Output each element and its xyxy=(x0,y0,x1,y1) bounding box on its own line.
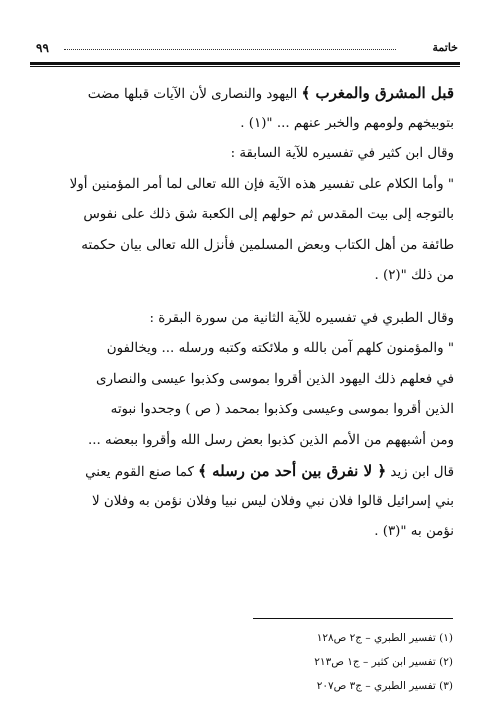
section-title: خاتمة xyxy=(432,41,458,54)
text-line: بالتوجه إلى بيت المقدس ثم حولهم إلى الكعبة شق ذلك على نفوس xyxy=(83,207,454,222)
running-header xyxy=(36,40,458,56)
text-line: من ذلك "(٢) . xyxy=(374,268,454,283)
quran-phrase: ﴿ لا نفرق بين أحد من رسله ﴾ xyxy=(198,462,387,480)
footnote: (٣) تفسير الطبري – ج٣ ص٢٠٧ xyxy=(316,680,453,692)
text-line: في فعلهم ذلك اليهود الذين أقروا بموسى وكذبوا عيسى والنصارى xyxy=(95,371,454,387)
text-line: " وأما الكلام على تفسير هذه الآية فإن الله تعالى لما أمر المؤمنين أولا xyxy=(69,176,454,192)
text-span: اليهود والنصارى لأن الآيات قبلها مضت xyxy=(87,87,302,102)
footnote-separator xyxy=(253,618,453,619)
header-rule xyxy=(30,62,460,67)
text-line xyxy=(26,456,454,487)
text-line: نؤمن به "(٣) . xyxy=(374,524,454,539)
text-line: بتوبيخهم ولومهم والخبر عنهم ... "(١) . xyxy=(240,115,454,131)
text-line: ومن أشبههم من الأمم الذين كذبوا بعض رسل الله وأقروا ببعضه ... xyxy=(88,432,454,448)
text-line xyxy=(26,78,454,109)
text-line: الذين أقروا بموسى وعيسى وكذبوا بمحمد ( ص ) وجحدوا نبوته xyxy=(110,402,454,417)
text-span: قال ابن زيد xyxy=(386,465,454,480)
text-line: وقال الطبري في تفسيره للآية الثانية من سورة البقرة : xyxy=(149,310,454,326)
text-line: وقال ابن كثير في تفسيره للآية السابقة : xyxy=(230,146,454,161)
text-span: كما صنع القوم يعني xyxy=(85,465,199,480)
quran-phrase: قبل المشرق والمغرب ﴾ xyxy=(301,84,454,102)
page-number: ٩٩ xyxy=(36,41,49,55)
footnotes xyxy=(173,626,453,698)
text-line: بني إسرائيل قالوا فلان نبي وفلان ليس نبيا وفلان نؤمن به وفلان لا xyxy=(91,493,454,509)
footnote: (١) تفسير الطبري – ج٢ ص١٢٨ xyxy=(316,632,453,644)
footnote: (٢) تفسير ابن كثير – ج١ ص٢١٣ xyxy=(314,656,453,668)
body-text xyxy=(26,78,454,548)
text-line: طائفة من أهل الكتاب وبعض المسلمين فأنزل الله تعالى بيان حكمته xyxy=(81,237,454,253)
header-leader-dots xyxy=(64,49,396,50)
text-line: " والمؤمنون كلهم آمن بالله و ملائكته وكتبه ورسله ... ويخالفون xyxy=(106,341,454,356)
